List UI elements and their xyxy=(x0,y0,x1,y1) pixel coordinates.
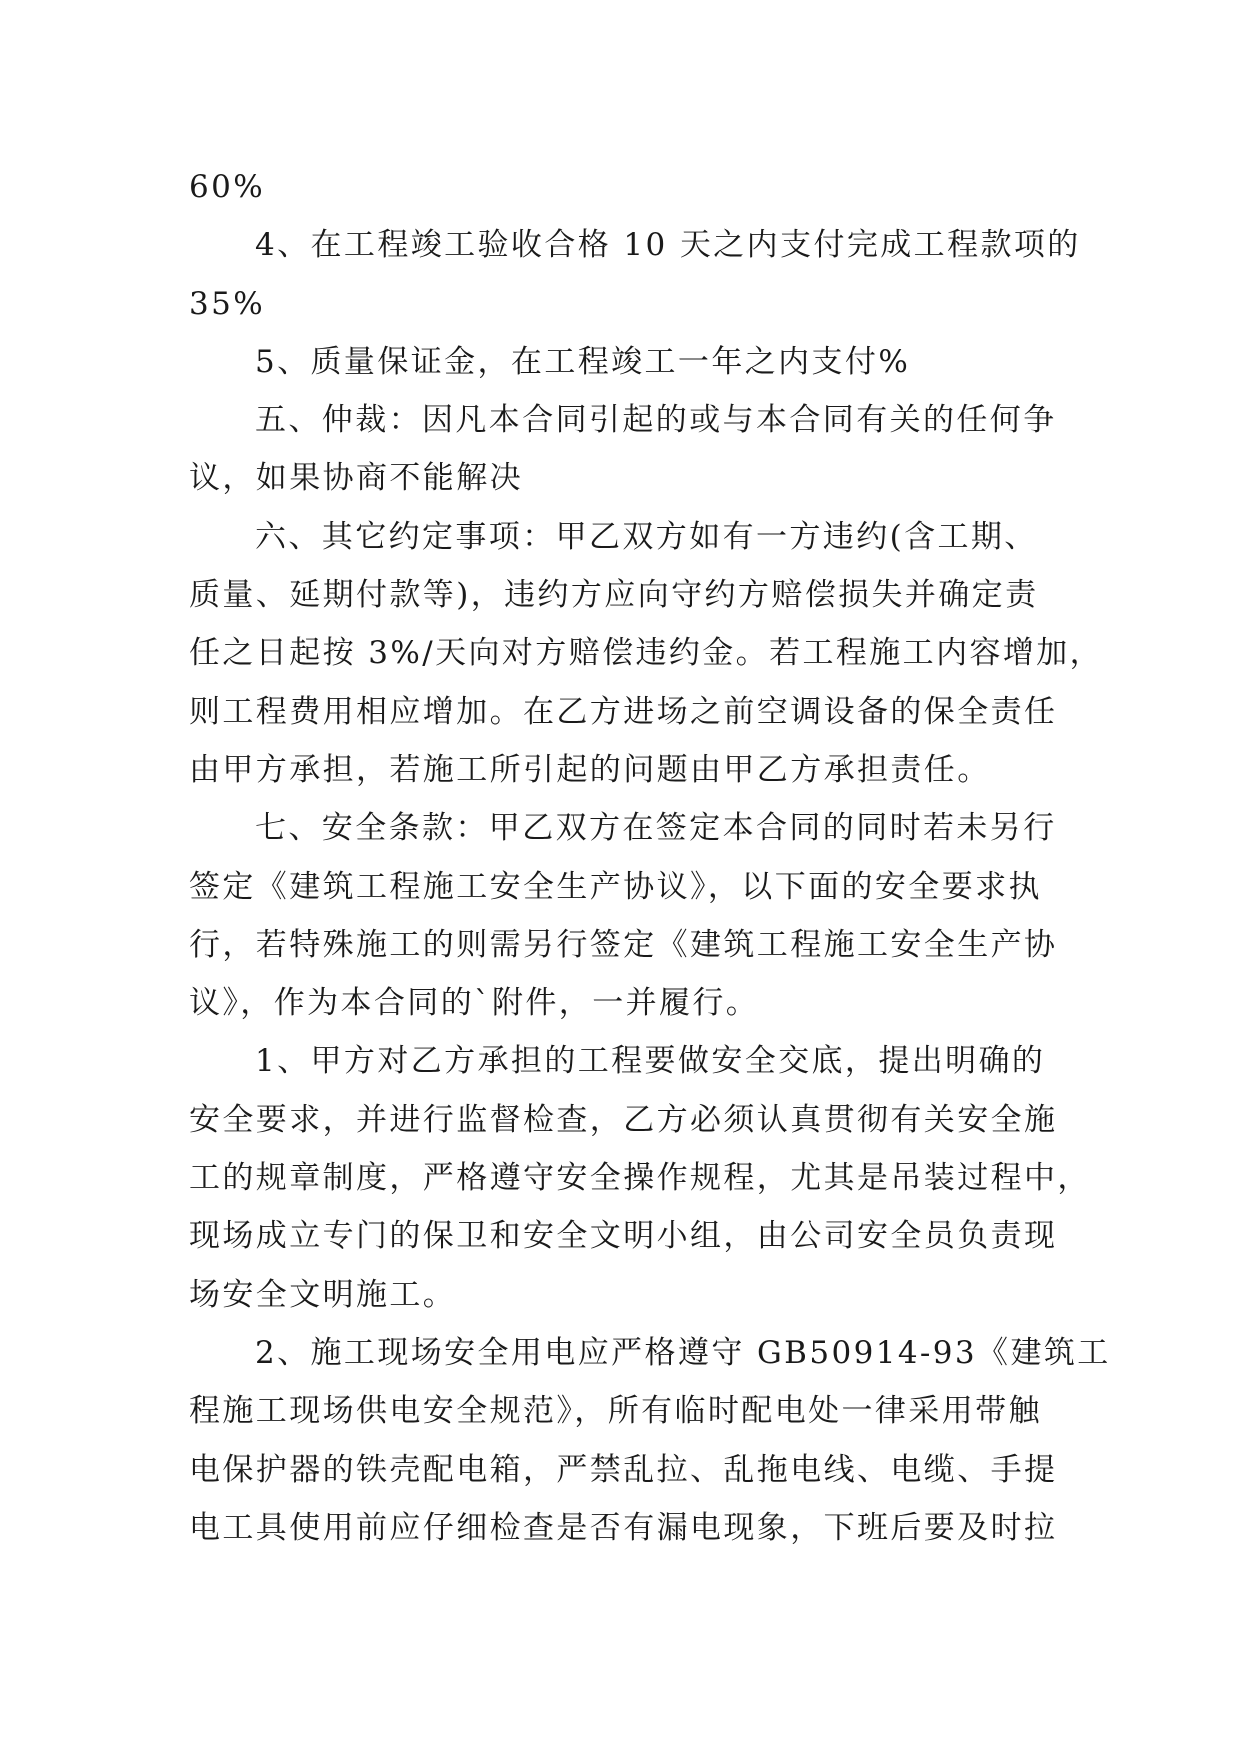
text-line: 行，若特殊施工的则需另行签定《建筑工程施工安全生产协 xyxy=(189,926,1058,963)
paragraph-safety-2: 2、施工现场安全用电应严格遵守 GB50914-93《建筑工 xyxy=(255,1334,1111,1371)
text-line: 35% xyxy=(189,285,266,322)
text-line: 议》，作为本合同的`附件，一并履行。 xyxy=(189,985,760,1022)
paragraph-payment-4: 4、在工程竣工验收合格 10 天之内支付完成工程款项的 xyxy=(255,227,1081,264)
text-line: 工的规章制度，严格遵守安全操作规程，尤其是吊装过程中， xyxy=(189,1160,1091,1197)
text-line: 议，如果协商不能解决 xyxy=(189,460,523,497)
paragraph-safety-1: 1、甲方对乙方承担的工程要做安全交底，提出明确的 xyxy=(255,1043,1046,1080)
text-line: 场安全文明施工。 xyxy=(189,1276,457,1313)
text-line: 现场成立专门的保卫和安全文明小组，由公司安全员负责现 xyxy=(189,1218,1058,1255)
text-line: 电工具使用前应仔细检查是否有漏电现象，下班后要及时拉 xyxy=(189,1509,1058,1546)
text-line: 签定《建筑工程施工安全生产协议》，以下面的安全要求执 xyxy=(189,868,1042,905)
paragraph-payment-5: 5、质量保证金，在工程竣工一年之内支付% xyxy=(255,343,911,380)
text-line: 60% xyxy=(189,169,266,205)
text-line: 则工程费用相应增加。在乙方进场之前空调设备的保全责任 xyxy=(189,693,1058,730)
paragraph-other-terms: 六、其它约定事项：甲乙双方如有一方违约(含工期、 xyxy=(255,518,1038,555)
text-line: 由甲方承担，若施工所引起的问题由甲乙方承担责任。 xyxy=(189,751,991,788)
text-line: 程施工现场供电安全规范》，所有临时配电处一律采用带触 xyxy=(189,1393,1042,1430)
paragraph-arbitration: 五、仲裁：因凡本合同引起的或与本合同有关的任何争 xyxy=(255,402,1057,439)
text-line: 任之日起按 3%/天向对方赔偿违约金。若工程施工内容增加， xyxy=(189,635,1104,672)
paragraph-safety-terms: 七、安全条款：甲乙双方在签定本合同的同时若未另行 xyxy=(255,810,1057,847)
contract-text xyxy=(189,158,1111,1557)
text-line: 电保护器的铁壳配电箱，严禁乱拉、乱拖电线、电缆、手提 xyxy=(189,1451,1058,1488)
text-line: 安全要求，并进行监督检查，乙方必须认真贯彻有关安全施 xyxy=(189,1101,1058,1138)
text-line: 质量、延期付款等)，违约方应向守约方赔偿损失并确定责 xyxy=(189,577,1039,614)
